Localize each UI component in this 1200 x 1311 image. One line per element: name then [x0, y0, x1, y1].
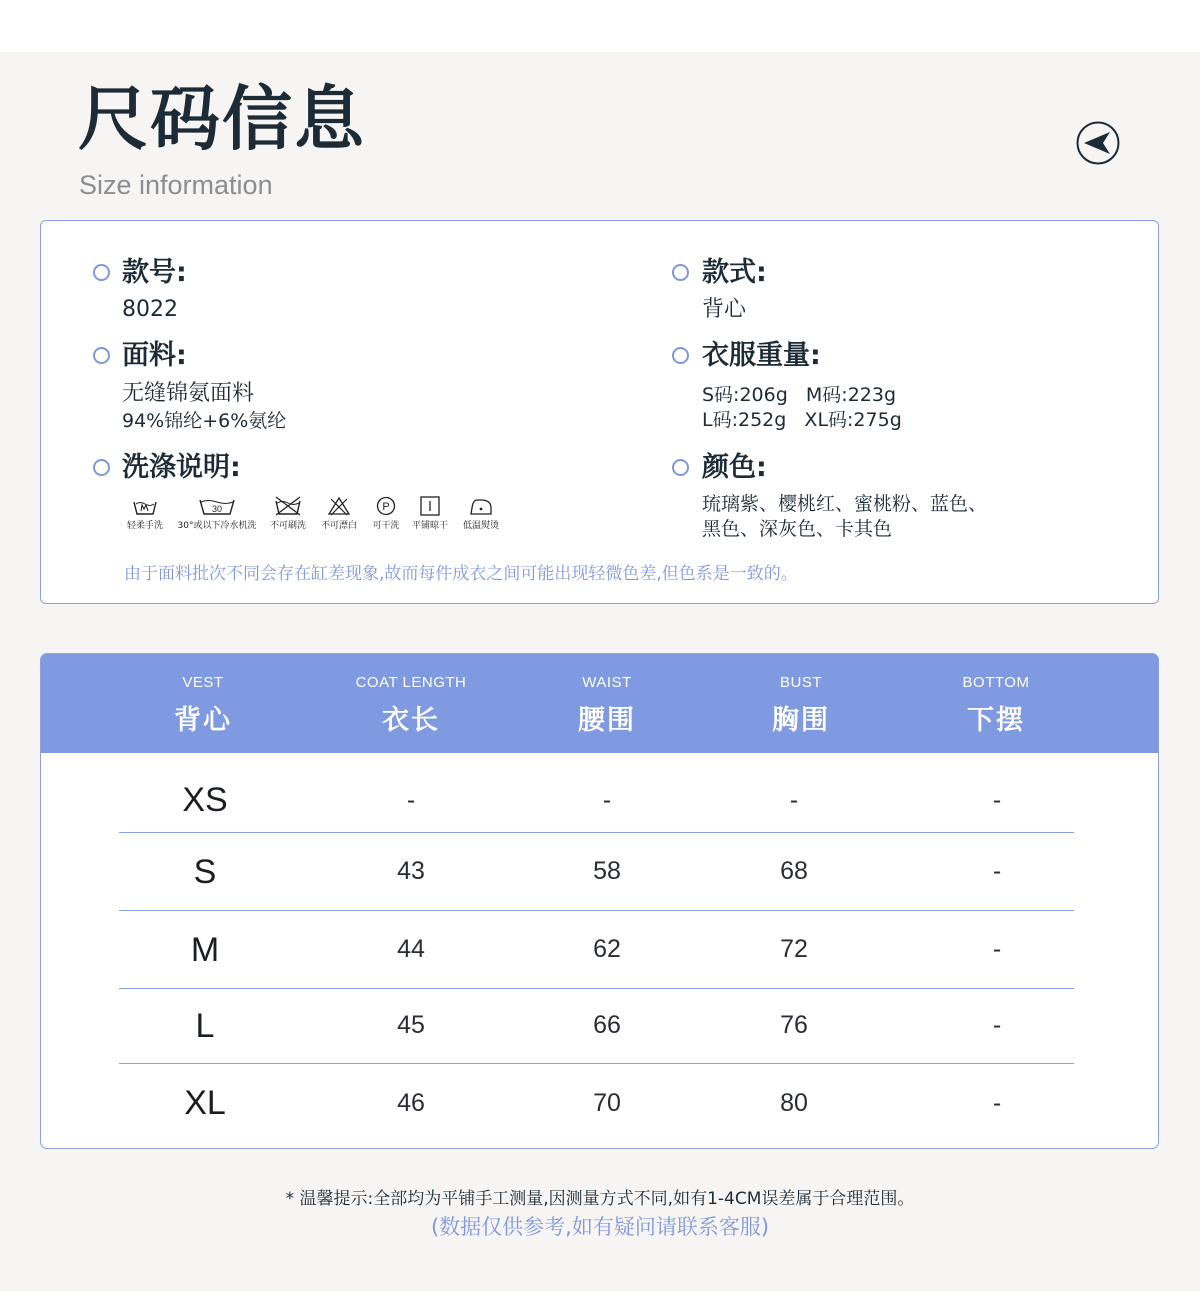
table-cell: 58 [593, 857, 621, 885]
wash-30-number: 30 [211, 504, 223, 514]
style-label: 款式: [702, 257, 767, 288]
measurement-tip: * 温馨提示:全部均为平铺手工测量,因测量方式不同,如有1-4CM误差属于合理范围。 [285, 1189, 915, 1209]
color-note: 由于面料批次不同会存在缸差现象,故而每件成衣之间可能出现轻微色差,但色系是一致的。 [124, 564, 798, 584]
iron-low-icon [458, 496, 504, 531]
size-cell: S [193, 853, 217, 891]
header-cn: 背心 [174, 705, 232, 736]
table-cell: 43 [397, 857, 425, 885]
table-cell: - [992, 1089, 1002, 1117]
reference-note: (数据仅供参考,如有疑问请联系客服) [430, 1215, 770, 1239]
table-row [119, 989, 1074, 1064]
no-tumble-dry-icon [266, 496, 310, 531]
table-cell: 72 [780, 935, 808, 963]
bullet-circle-icon [672, 459, 689, 476]
size-table [40, 653, 1159, 1149]
wash-30-icon [172, 496, 262, 531]
weight-line-1: S码:206g M码:223g [702, 384, 897, 406]
bullet-circle-icon [93, 459, 110, 476]
wash-icon-label: 平铺晾干 [411, 521, 448, 531]
table-cell: - [602, 786, 612, 814]
wash-icon-label: 不可刷洗 [269, 521, 306, 531]
wash-icon-label: 低温熨烫 [462, 521, 499, 531]
table-cell: 80 [780, 1089, 808, 1117]
color-line-1: 琉璃紫、樱桃红、蜜桃粉、蓝色、 [702, 493, 988, 515]
header-cn: 下摆 [967, 705, 1025, 736]
header-cn: 腰围 [578, 705, 636, 736]
header-en: BUST [779, 674, 822, 691]
no-bleach-icon [316, 496, 362, 531]
table-cell: 46 [397, 1089, 425, 1117]
header-cn: 衣长 [382, 705, 440, 736]
fabric-label: 面料: [122, 340, 187, 371]
table-row [119, 833, 1074, 911]
header-cn: 胸围 [772, 705, 830, 736]
table-row [119, 1064, 1074, 1148]
wash-icon-label: 可干洗 [372, 521, 400, 531]
wash-icon-label: 不可漂白 [320, 521, 357, 531]
color-line-2: 黑色、深灰色、卡其色 [702, 518, 893, 540]
bullet-circle-icon [93, 264, 110, 281]
size-cell: XS [182, 781, 228, 819]
hand-wash-icon [122, 496, 168, 531]
weight-label: 衣服重量: [702, 340, 821, 371]
weight-line-2: L码:252g XL码:275g [702, 409, 902, 431]
flat-dry-icon [407, 496, 453, 531]
fabric-composition: 94%锦纶+6%氨纶 [122, 410, 287, 432]
header-en: WAIST [582, 674, 632, 691]
header-en: COAT LENGTH [355, 674, 467, 691]
wash-icon-label: 轻柔手洗 [126, 521, 163, 531]
table-cell: 70 [593, 1089, 621, 1117]
table-cell: 44 [397, 935, 425, 963]
table-cell: 62 [593, 935, 621, 963]
wash-label: 洗涤说明: [122, 452, 241, 483]
bullet-circle-icon [672, 264, 689, 281]
arrow-left-circle-icon[interactable] [1076, 121, 1120, 165]
page-title: 尺码信息 [78, 78, 366, 160]
table-cell: 68 [780, 857, 808, 885]
dry-clean-p-icon [367, 496, 405, 531]
size-cell: M [190, 931, 220, 969]
table-cell: - [992, 1011, 1002, 1039]
table-row [119, 911, 1074, 989]
table-cell: - [406, 786, 416, 814]
style-value: 背心 [702, 297, 747, 322]
bullet-circle-icon [93, 347, 110, 364]
style-no-label: 款号: [122, 257, 187, 288]
page-subtitle: Size information [79, 170, 273, 200]
table-cell: - [789, 786, 799, 814]
table-cell: - [992, 786, 1002, 814]
size-cell: XL [184, 1084, 226, 1122]
dry-clean-letter: P [382, 501, 390, 513]
table-cell: 45 [397, 1011, 425, 1039]
table-header [41, 654, 1158, 753]
size-cell: L [195, 1007, 215, 1045]
header-en: BOTTOM [962, 674, 1030, 691]
color-label: 颜色: [702, 452, 767, 483]
info-panel [40, 220, 1159, 604]
fabric-value: 无缝锦氨面料 [122, 381, 255, 406]
header-en: VEST [182, 674, 224, 691]
table-row [119, 753, 1074, 833]
style-no-value: 8022 [122, 297, 178, 322]
table-cell: 76 [780, 1011, 808, 1039]
table-cell: - [992, 935, 1002, 963]
bullet-circle-icon [672, 347, 689, 364]
table-cell: - [992, 857, 1002, 885]
wash-icon-label: 30°或以下冷水机洗 [177, 521, 257, 531]
table-cell: 66 [593, 1011, 621, 1039]
